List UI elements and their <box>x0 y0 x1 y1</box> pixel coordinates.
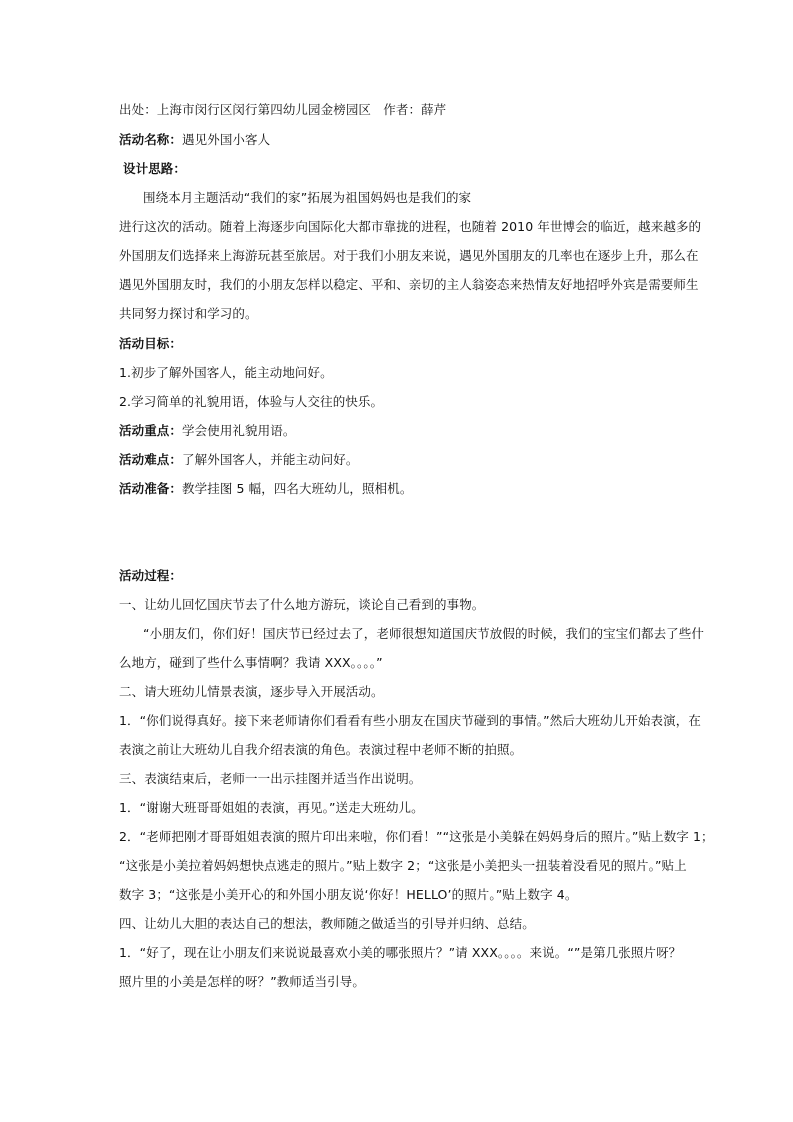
process-line-10: “这张是小美拉着妈妈想快点逃走的照片。”贴上数字 2；“这张是小美把头一扭装着没看见的照片。”贴上 <box>119 858 687 873</box>
process-line-9: 2．“老师把刚才哥哥姐姐表演的照片印出来啦，你们看！”“这张是小美躲在妈妈身后的照片。”贴上数字 1； <box>119 829 714 844</box>
author-name: 薛芹 <box>421 102 447 117</box>
source-label: 出处： <box>119 102 157 117</box>
process-line-12: 四、让幼儿大胆的表达自己的想法，教师随之做适当的引导并归纳、总结。 <box>119 916 535 931</box>
source-line <box>119 102 679 118</box>
process-line-11: 数字 3；“这张是小美开心的和外国小朋友说‘你好！HELLO’的照片。”贴上数字 4。 <box>119 887 578 902</box>
process-line-5: 1．“你们说得真好。接下来老师请你们看看有些小朋友在国庆节碰到的事情。”然后大班幼儿开始表演，在 <box>119 713 701 728</box>
design-heading: 设计思路： <box>123 161 187 176</box>
process-line-3: 么地方，碰到了些什么事情啊？我请 XXX。。。。” <box>119 655 383 670</box>
process-line-2: “小朋友们，你们好！国庆节已经过去了，老师很想知道国庆节放假的时候，我们的宝宝们都去了些什 <box>143 626 704 641</box>
design-line-2: 进行这次的活动。随着上海逐步向国际化大都市靠拢的进程，也随着 2010 年世博会的临近，越来越多的 <box>119 219 702 234</box>
process-line-1: 一、让幼儿回忆国庆节去了什么地方游玩，谈论自己看到的事物。 <box>119 597 485 612</box>
difficulty-value: 了解外国客人，并能主动问好。 <box>182 452 359 467</box>
goals-heading: 活动目标： <box>119 336 183 351</box>
author-label: 作者： <box>383 102 422 117</box>
activity-name-label: 活动名称： <box>119 132 183 147</box>
difficulty-label: 活动难点： <box>119 452 183 467</box>
process-line-14: 照片里的小美是怎样的呀？”教师适当引导。 <box>119 974 365 989</box>
process-line-13: 1．“好了，现在让小朋友们来说说最喜欢小美的哪张照片？”请 XXX。。。。来说。“”是第几张照片呀？ <box>119 945 682 960</box>
key-point-label: 活动重点： <box>119 423 183 438</box>
process-line-7: 三、表演结束后，老师一一出示挂图并适当作出说明。 <box>119 771 422 786</box>
process-line-6: 表演之前让大班幼儿自我介绍表演的角色。表演过程中老师不断的拍照。 <box>119 742 523 757</box>
activity-name-value: 遇见外国小客人 <box>182 132 271 147</box>
goal-item-2: 2.学习简单的礼貌用语，体验与人交往的快乐。 <box>119 394 384 409</box>
design-line-4: 遇见外国朋友时，我们的小朋友怎样以稳定、平和、亲切的主人翁姿态来热情友好地招呼外宾是需要师生 <box>119 277 699 292</box>
design-line-3: 外国朋友们选择来上海游玩甚至旅居。对于我们小朋友来说，遇见外国朋友的几率也在逐步上升，那么在 <box>119 248 699 263</box>
preparation-label: 活动准备： <box>119 481 183 496</box>
process-heading: 活动过程： <box>119 568 183 583</box>
design-line-5: 共同努力探讨和学习的。 <box>119 306 258 321</box>
difficulty-line <box>119 452 679 468</box>
source-place: 上海市闵行区闵行第四幼儿园金榜园区 <box>156 102 372 117</box>
key-point-line <box>119 423 679 439</box>
design-line-1: 围绕本月主题活动“我们的家”拓展为祖国妈妈也是我们的家 <box>143 190 472 205</box>
preparation-line <box>119 481 679 497</box>
key-point-value: 学会使用礼貌用语。 <box>182 423 296 438</box>
process-line-8: 1．“谢谢大班哥哥姐姐的表演，再见。”送走大班幼儿。 <box>119 800 424 815</box>
preparation-value: 教学挂图 5 幅，四名大班幼儿，照相机。 <box>182 481 413 496</box>
activity-name-line <box>119 132 679 148</box>
goal-item-1: 1.初步了解外国客人，能主动地问好。 <box>119 365 333 380</box>
process-line-4: 二、请大班幼儿情景表演，逐步导入开展活动。 <box>119 684 384 699</box>
